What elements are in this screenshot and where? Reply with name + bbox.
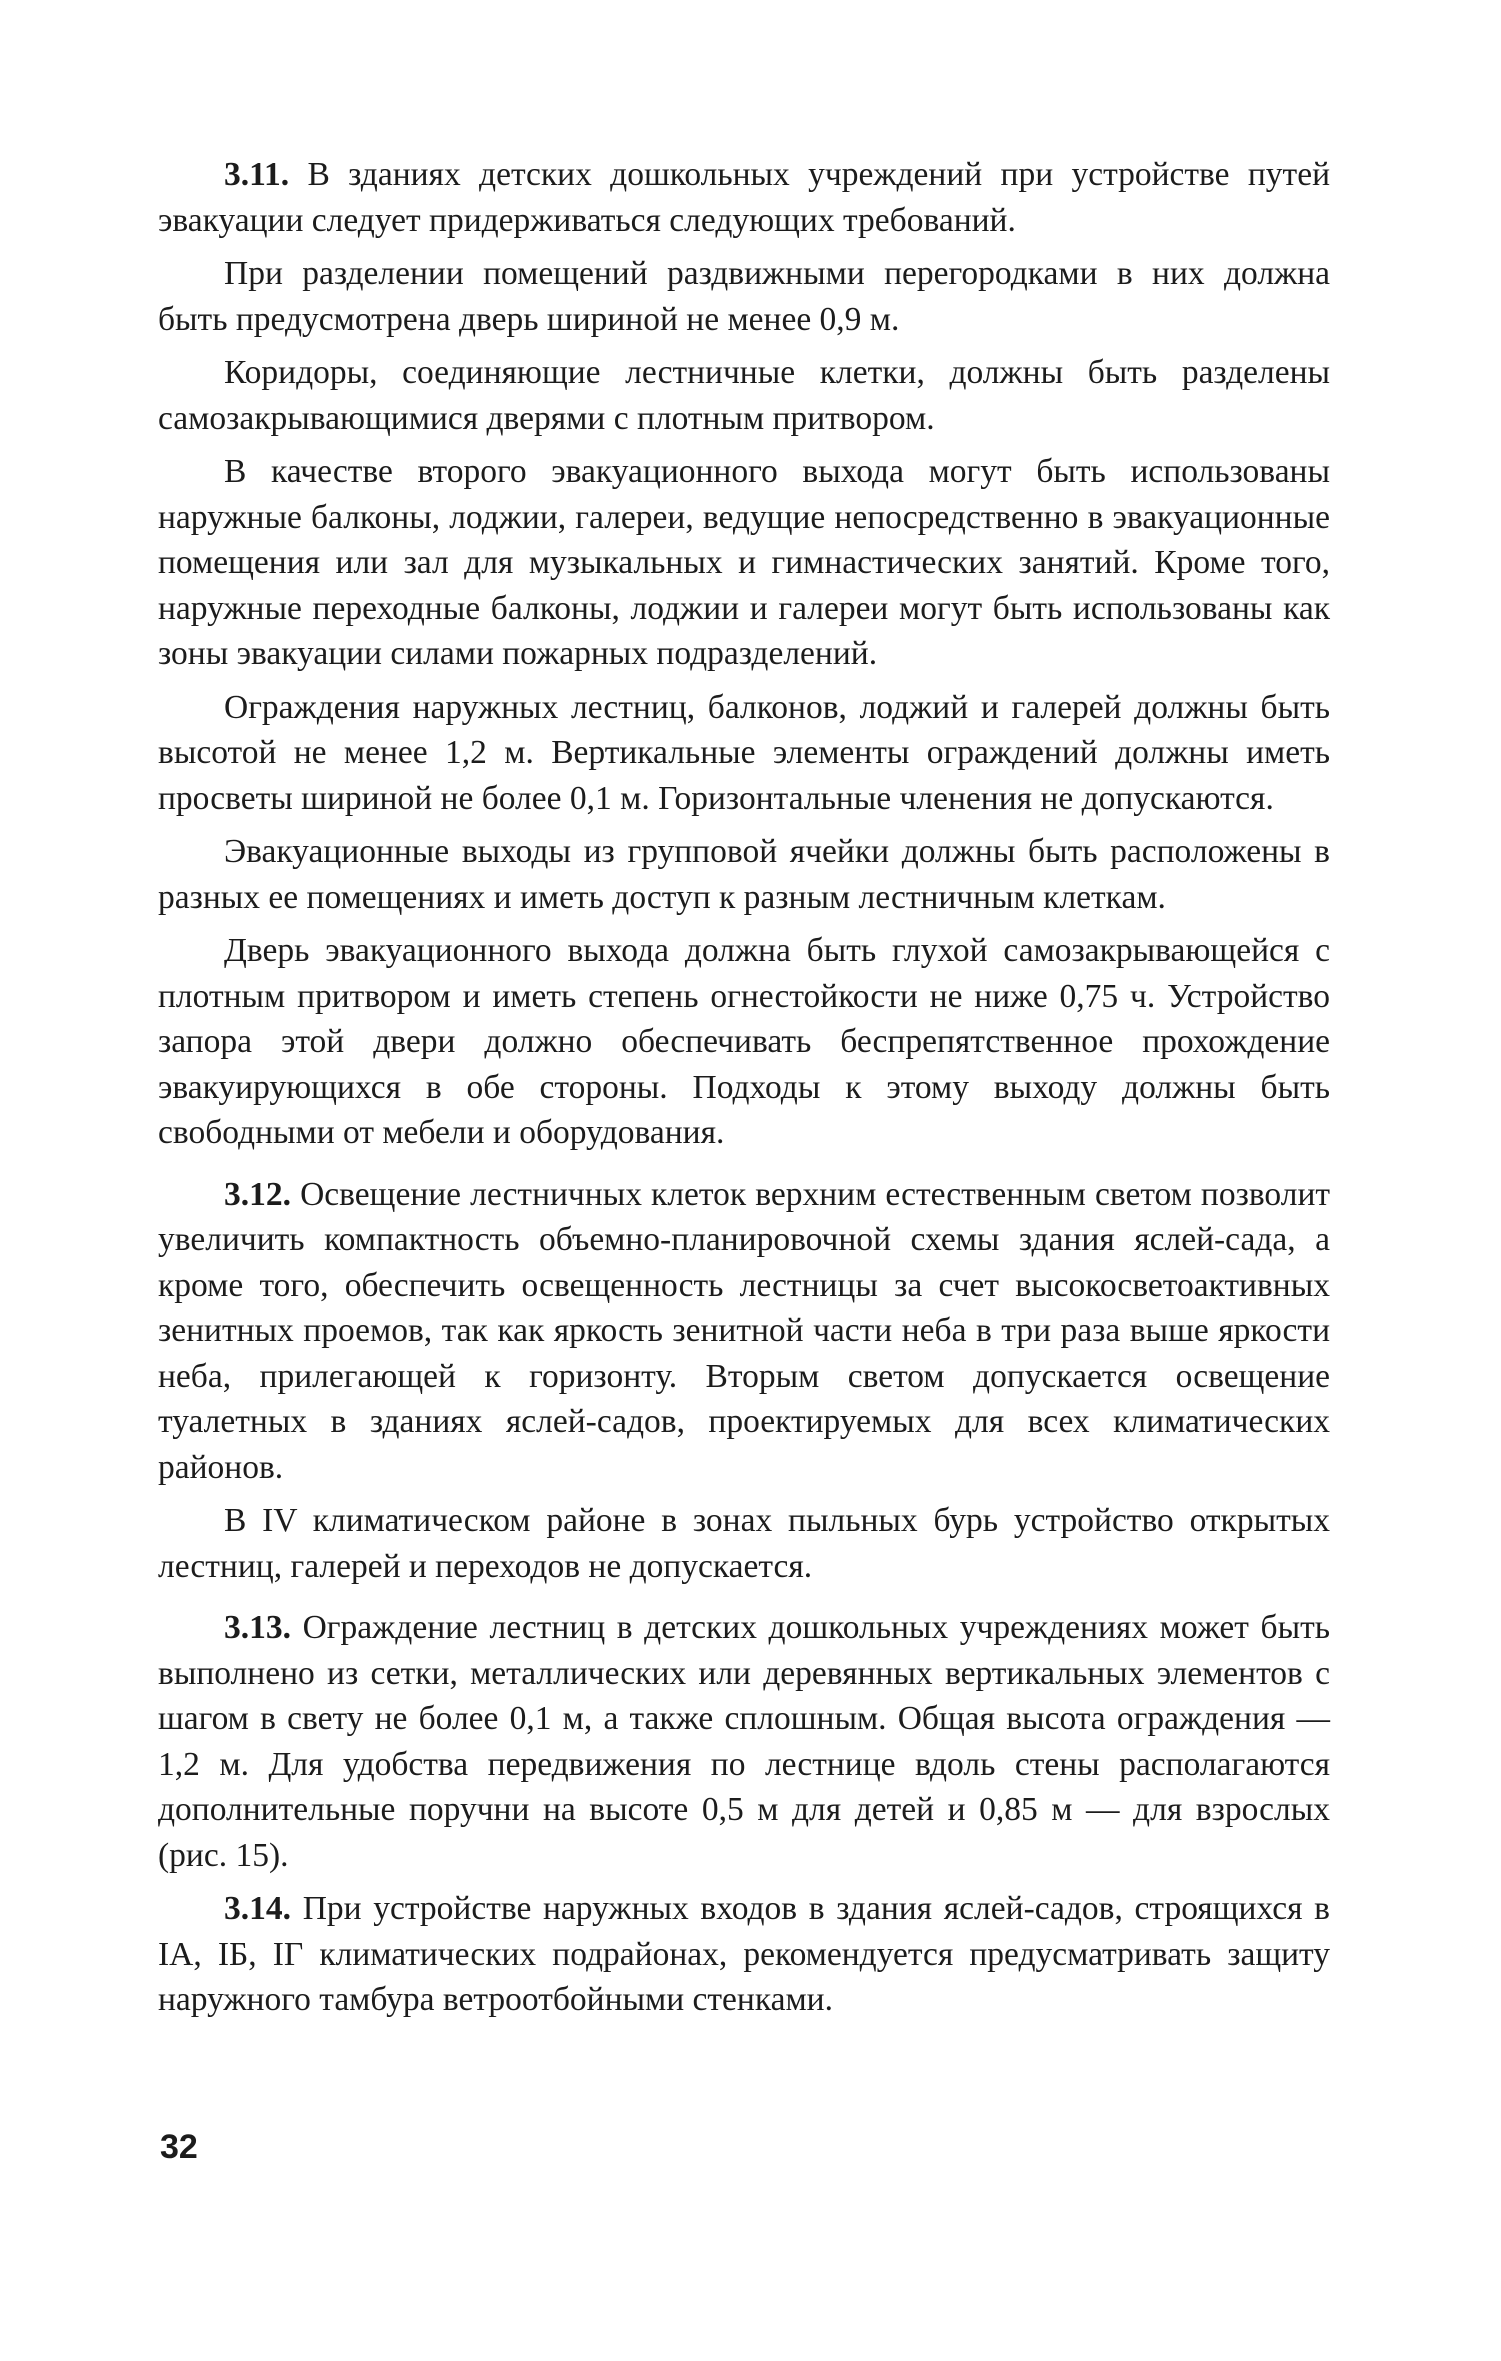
paragraph-text: Ограждение лестниц в детских дошкольных учреждениях может быть выполнено из сетки, металлических или деревянных вертикальных элементов с шагом в свету не более 0,1 м, а также сплошным. Общая высота ограждения — 1,2 м. Для удобства передвижения по лестнице вдоль стены располагаются дополнительные поручни на высоте 0,5 м для детей и 0,85 м — для взрослых (рис. 15). — [158, 1609, 1330, 1874]
paragraph-text: В качестве второго эвакуационного выхода могут быть использованы наружные балконы, лоджии, галереи, ведущие непосредственно в эвакуационные помещения или зал для музыкальных и гимнастических занятий. Кроме того, наружные переходные балконы, лоджии и галереи могут быть использованы как зоны эвакуации силами пожарных подразделений. — [158, 453, 1330, 672]
page-number: 32 — [160, 2128, 198, 2166]
paragraph-text: В зданиях детских дошкольных учреждений при устройстве путей эвакуации следует придерживаться следующих требований. — [158, 156, 1330, 239]
paragraph-text: Освещение лестничных клеток верхним естественным светом позволит увеличить компактность объемно-планировочной схемы здания яслей-сада, а кроме того, обеспечить освещенность лестницы за счет высокосветоактивных зенитных проемов, так как яркость зенитной части неба в три раза выше яркости неба, прилегающей к горизонту. Вторым светом допускается освещение туалетных в зданиях яслей-садов, проектируемых для всех климатических районов. — [158, 1175, 1331, 1486]
paragraph — [158, 1498, 1330, 1589]
paragraph — [158, 928, 1330, 1156]
section-number: 3.12. — [224, 1175, 291, 1213]
paragraph-text: Эвакуационные выходы из групповой ячейки должны быть расположены в разных ее помещениях и иметь доступ к разным лестничным клеткам. — [158, 833, 1330, 916]
paragraph-text: Ограждения наружных лестниц, балконов, лоджий и галерей должны быть высотой не менее 1,2 м. Вертикальные элементы ограждений должны иметь просветы шириной не более 0,1 м. Горизонтальные членения не допускаются. — [158, 688, 1330, 817]
paragraph-text: При устройстве наружных входов в здания яслей-садов, строящихся в IА, IБ, IГ климатических подрайонах, рекомендуется предусматривать защиту наружного тамбура ветроотбойными стенками. — [158, 1890, 1330, 2018]
paragraph — [158, 1886, 1330, 2023]
section-number: 3.14. — [224, 1890, 291, 1927]
paragraph — [158, 829, 1330, 920]
paragraph-text: В IV климатическом районе в зонах пыльных бурь устройство открытых лестниц, галерей и переходов не допускается. — [158, 1502, 1330, 1585]
paragraph — [158, 449, 1330, 677]
paragraph — [158, 350, 1330, 441]
paragraph — [158, 1172, 1330, 1491]
paragraph — [158, 251, 1330, 342]
paragraph — [158, 152, 1330, 243]
paragraph-text: Дверь эвакуационного выхода должна быть глухой самозакрывающейся с плотным притвором и иметь степень огнестойкости не ниже 0,75 ч. Устройство запора этой двери должно обеспечивать беспрепятственное прохождение эвакуирующихся в обе стороны. Подходы к этому выходу должны быть свободными от мебели и оборудования. — [158, 932, 1330, 1151]
section-number: 3.13. — [224, 1609, 291, 1646]
paragraph — [158, 685, 1330, 822]
paragraph-text: Коридоры, соединяющие лестничные клетки, должны быть разделены самозакрывающимися дверями с плотным притвором. — [158, 354, 1330, 437]
section-number: 3.11. — [224, 156, 290, 193]
paragraph-text: При разделении помещений раздвижными перегородками в них должна быть предусмотрена дверь шириной не менее 0,9 м. — [158, 255, 1330, 338]
body-text — [158, 152, 1330, 2023]
paragraph — [158, 1605, 1330, 1878]
